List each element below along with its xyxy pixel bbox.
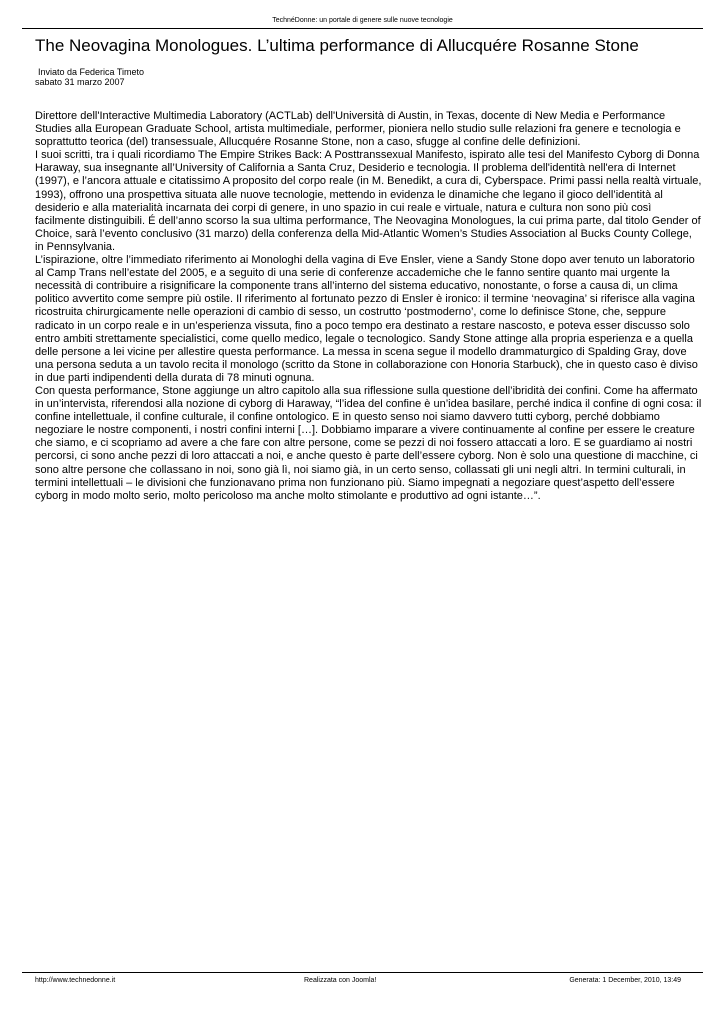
article-meta <box>35 67 144 87</box>
paragraph: L’ispirazione, oltre l’immediato riferimento ai Monologhi della vagina di Eve Ensler, viene a Sandy Stone dopo aver tenuto un laboratorio al Camp Trans nell’estate del 2005, e a seguito di una serie di conferenze accademiche che le fanno sentire quanto mai urgente la necessità di contribuire a risignificare la componente trans all’interno del sistema educativo, nonostante, o forse a causa di, un clima politico avvertito come sempre più ostile. Il riferimento al fortunato pezzo di Ensler è ironico: il termine ‘neovagina’ si riferisce alla vagina ricostruita chirurgicamente nelle operazioni di cambio di sesso, un costrutto ‘postmoderno’, come lo definisce Stone, che, seppure radicato in un corpo reale e in un’esperienza vissuta, fino a poco tempo era destinato a restare nascosto, e poteva esser discusso solo entro ambiti strettamente specialistici, come quello medico, legale o tecnologico. Sandy Stone attinge alla propria esperienza e a quella delle persone a lei vicine per allestire questa performance. La messa in scena segue il modello drammaturgico di Spalding Gray, dove una persona seduta a un tavolo recita il monologo (scritto da Stone in collaborazione con Honoria Starbuck), che in questo caso è diviso in due parti indipendenti della durata di 78 minuti ognuna. <box>35 254 698 384</box>
article-title: The Neovagina Monologues. L’ultima performance di Allucquére Rosanne Stone <box>35 36 639 55</box>
article-body <box>35 110 703 503</box>
footer-site-url[interactable]: http://www.technedonne.it <box>35 977 116 984</box>
footer-generated-date: Generata: 1 December, 2010, 13:49 <box>569 977 681 984</box>
page-footer <box>35 976 681 986</box>
header-divider <box>22 28 703 29</box>
paragraph: Direttore dell'Interactive Multimedia Laboratory (ACTLab) dell'Università di Austin, in Texas, docente di New Media e Performance Studies alla European Graduate School, artista multimediale, performer, pioniera nello studio sulle relazioni fra genere e tecnologia e soprattutto teorica (del) transessuale, Allucquére Rosanne Stone, non a caso, sfugge al confine delle definizioni. <box>35 110 681 149</box>
site-header: TechnéDonne: un portale di genere sulle nuove tecnologie <box>272 17 453 24</box>
publish-date: sabato 31 marzo 2007 <box>35 77 125 87</box>
author-line: Inviato da Federica Timeto <box>38 67 145 77</box>
paragraph: Con questa performance, Stone aggiunge un altro capitolo alla sua riflessione sulla questione dell’ibridità dei confini. Come ha affermato in un’intervista, riferendosi alla nozione di cyborg di Haraway, “l’idea del confine è un’idea basilare, perché indica il confine di ogni cosa: il confine intellettuale, il confine culturale, il confine ontologico. E in questo senso noi siamo davvero tutti cyborg, perché dobbiamo negoziare le nostre componenti, i nostri confini interni […]. Dobbiamo imparare a vivere continuamente al confine per essere le creature che siamo, e ci scopriamo ad avere a che fare con altre persone, come se pezzi di noi fossero attaccati a loro. E se guardiamo ai nostri percorsi, ci sono anche pezzi di loro attaccati a noi, e anche questo è parte dell’essere cyborg. Non è solo una questione di macchine, ci sono altre persone che collassano in noi, sono già lì, noi siamo già, in un certo senso, collassati gli uni negli altri. In termini culturali, in termini intellettuali – le divisioni che funzionavano prima non funzionano più. Siamo impegnati a negoziare quest’aspetto dell’essere cyborg in modo molto serio, molto pericoloso ma anche molto stimolante e produttivo ad ogni istante…”. <box>35 384 702 502</box>
footer-powered-by: Realizzata con Joomla! <box>304 977 377 984</box>
footer-divider <box>22 972 703 973</box>
paragraph: I suoi scritti, tra i quali ricordiamo The Empire Strikes Back: A Posttranssexual Manifesto, ispirato alle tesi del Manifesto Cyborg di Donna Haraway, sua insegnante all’University of California a Santa Cruz, Desiderio e tecnologia. Il problema dell'identità nell'era di Internet (1997), e l’ancora attuale e citatissimo A proposito del corpo reale (in M. Benedikt, a cura di, Cyberspace. Primi passi nella realtà virtuale, 1993), offrono una prospettiva situata alle nuove tecnologie, mettendo in evidenza le dinamiche che legano il gioco dell’identità al desiderio e alla materialità incarnata dei corpi di genere, in uno spazio in cui reale e virtuale, natura e cultura non sono più così facilmente distinguibili. É dell’anno scorso la sua ultima performance, The Neovagina Monologues, la cui prima parte, dal titolo Gender of Choice, sarà l’evento conclusivo (31 marzo) della conferenza della Mid-Atlantic Women’s Studies Association al Bucks County College, in Pennsylvania. <box>35 149 702 253</box>
